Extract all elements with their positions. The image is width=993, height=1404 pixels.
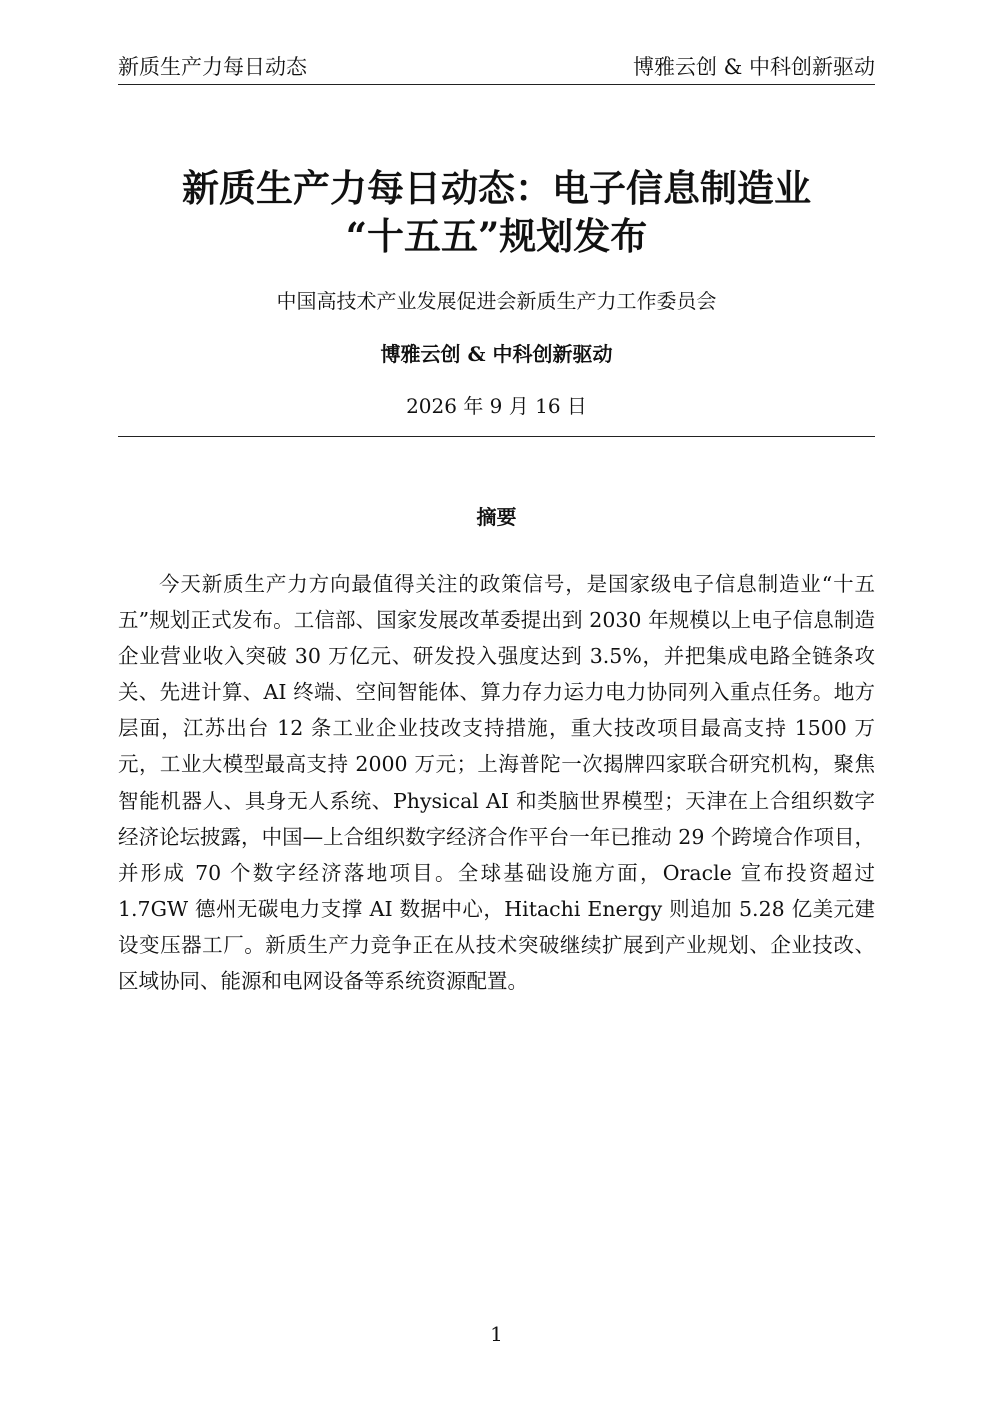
running-header-left: 新质生产力每日动态: [118, 55, 307, 79]
page-number: 1: [490, 1322, 503, 1346]
publication-date: 2026 年 9 月 16 日: [406, 394, 587, 418]
authors: 博雅云创 & 中科创新驱动: [380, 342, 613, 366]
abstract-body: 今天新质生产力方向最值得关注的政策信号，是国家级电子信息制造业“十五五”规划正式发布。工信部、国家发展改革委提出到 2030 年规模以上电子信息制造企业营业收入突破 30 万亿元、研发投入强度达到 3.5%，并把集成电路全链条攻关、先进计算、AI 终端、空间智能体、算力存力运力电力协同列入重点任务。地方层面，江苏出台 12 条工业企业技改支持措施，重大技改项目最高支持 1500 万元，工业大模型最高支持 2000 万元；上海普陀一次揭牌四家联合研究机构，聚焦智能机器人、具身无人系统、Physical AI 和类脑世界模型；天津在上合组织数字经济论坛披露，中国—上合组织数字经济合作平台一年已推动 29 个跨境合作项目，并形成 70 个数字经济落地项目。全球基础设施方面，Oracle 宣布投资超过 1.7GW 德州无碳电力支撑 AI 数据中心，Hitachi Energy 则追加 5.28 亿美元建设变压器工厂。新质生产力竞争正在从技术突破继续扩展到产业规划、企业技改、区域协同、能源和电网设备等系统资源配置。: [118, 572, 875, 994]
running-header: [118, 50, 875, 85]
organization: 中国高技术产业发展促进会新质生产力工作委员会: [276, 289, 717, 313]
title-block: [118, 164, 875, 420]
title-divider: [118, 436, 875, 437]
document-title-line-1: 新质生产力每日动态：电子信息制造业: [182, 166, 811, 210]
running-header-right: 博雅云创 & 中科创新驱动: [632, 55, 875, 79]
document-title: [118, 164, 875, 260]
abstract-heading: 摘要: [476, 505, 517, 529]
document-title-line-2: “十五五”规划发布: [345, 214, 648, 258]
